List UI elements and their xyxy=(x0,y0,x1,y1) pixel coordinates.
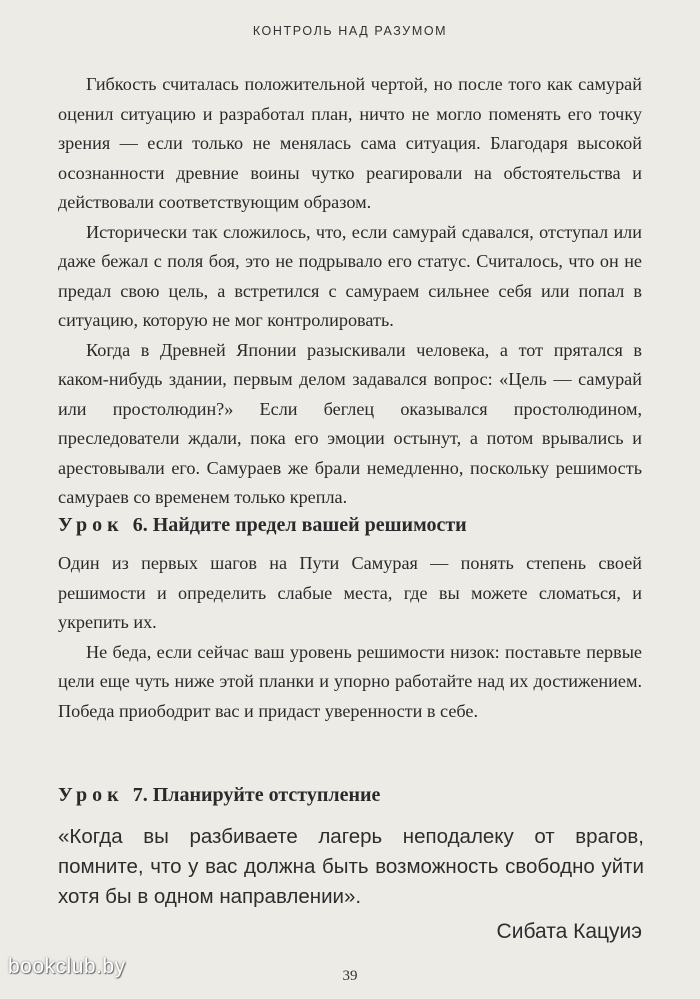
epigraph-quote: «Когда вы разбиваете лагерь неподалеку от врагов, помните, что у вас должна быть возможность свободно уйти хотя бы в одном направлении». xyxy=(58,825,644,908)
paragraph: Один из первых шагов на Пути Самурая — понять степень своей решимости и определить слабые места, где вы можете сломаться, и укрепить их. xyxy=(58,553,642,632)
paragraph: Исторически так сложилось, что, если самурай сдавался, отступал или даже бежал с поля боя, это не подрывало его статус. Считалось, что он не предал свою цель, а встретился с самураем сильнее себя или попал в ситуацию, которую не мог контролировать. xyxy=(58,221,642,330)
lesson-title-text: 7. Планируйте отступление xyxy=(132,784,381,806)
paragraph: Когда в Древней Японии разыскивали человека, а тот прятался в каком-нибудь здании, первым делом задавался вопрос: «Цель — самурай или простолюдин?» Если беглец оказывался простолюдином, преследователи ждали, пока его эмоции остынут, а потом врывались и арестовывали его. Самураев же брали немедленно, поскольку решимость самураев со временем только крепла. xyxy=(58,339,642,507)
paragraph: Не беда, если сейчас ваш уровень решимости низок: поставьте первые цели еще чуть ниже этой планки и упорно работайте над их достижением. Победа приободрит вас и придаст уверенности в себе. xyxy=(58,641,642,721)
watermark-logo: bookclub.by xyxy=(8,955,126,978)
page-number: 39 xyxy=(342,968,358,984)
lesson-title-text: 6. Найдите предел вашей решимости xyxy=(132,514,467,536)
quote-author: Сибата Кацуиэ xyxy=(496,920,642,943)
paragraph: Гибкость считалась положительной чертой, но после того как самурай оценил ситуацию и разработал план, ничто не могло поменять его точку зрения — если только не менялась сама ситуация. Благодаря высокой осознанности древние воины чутко реагировали на обстоятельства и действовали соответствующим образом. xyxy=(58,74,642,212)
lesson-7-heading xyxy=(58,784,648,807)
lesson-6-heading xyxy=(58,514,648,537)
section-body xyxy=(58,70,642,513)
lesson-6-body xyxy=(58,549,642,726)
lesson-label: Урок xyxy=(58,514,124,536)
lesson-label: Урок xyxy=(58,784,124,806)
running-header: КОНТРОЛЬ НАД РАЗУМОМ xyxy=(252,24,448,38)
